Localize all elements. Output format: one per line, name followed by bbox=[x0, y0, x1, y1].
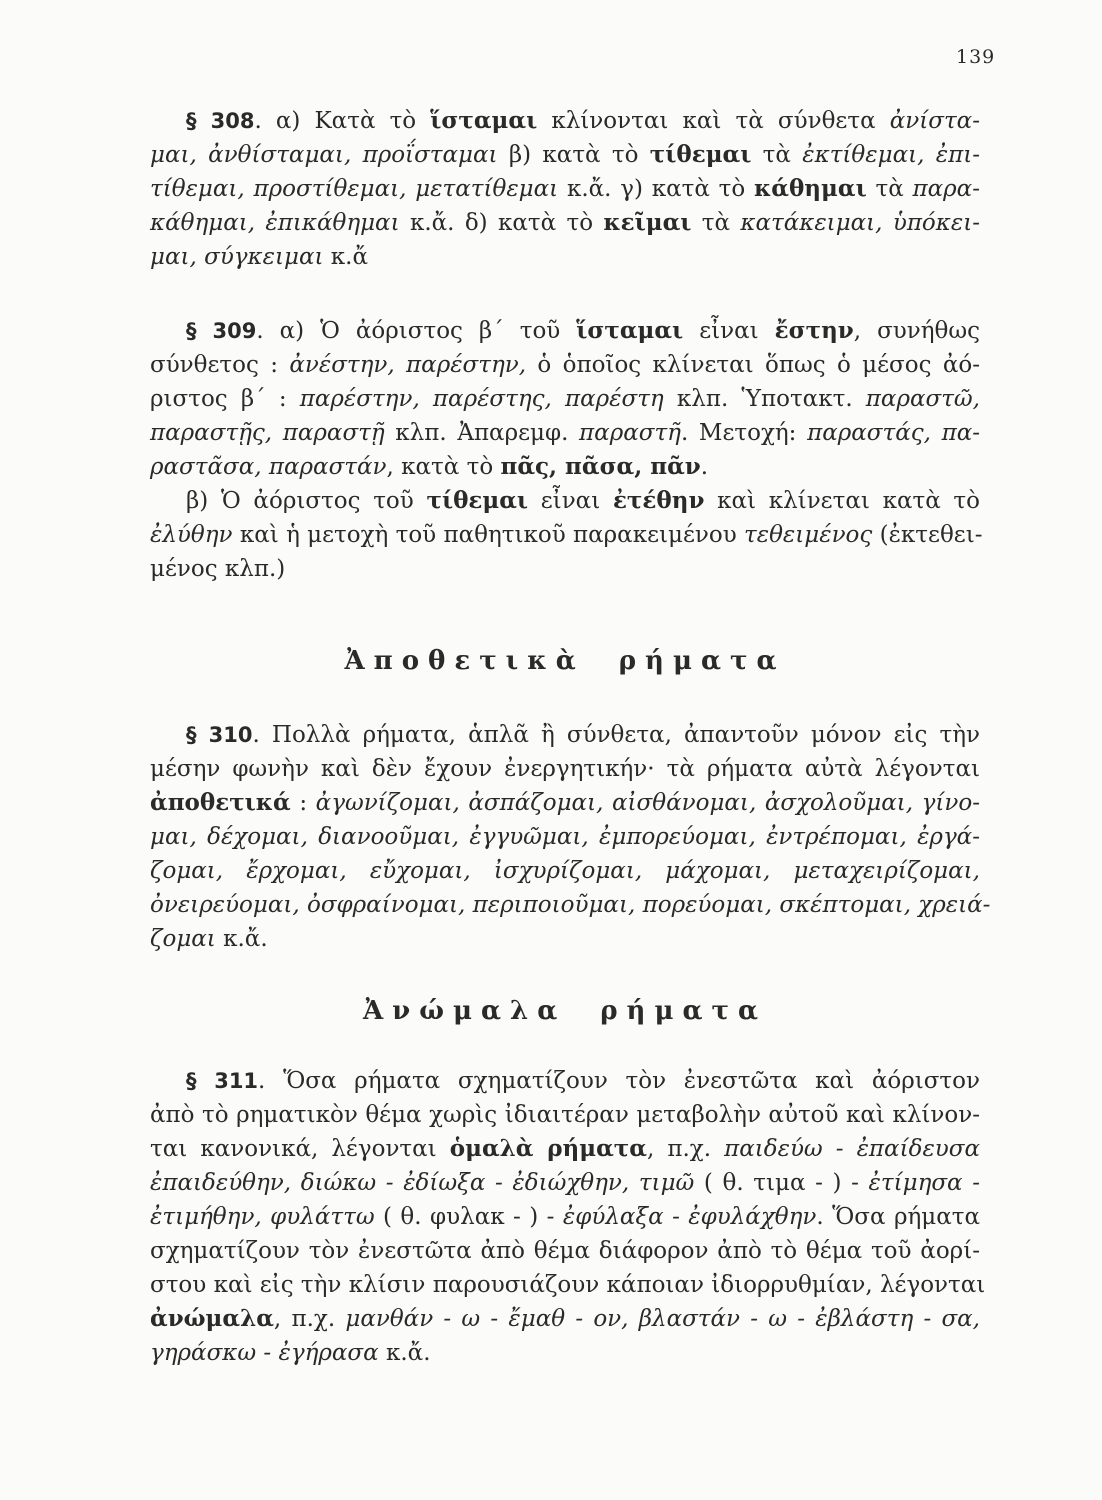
section-311-line-6: σχηματίζουν τὸν ἐνεστῶτα ἀπὸ θέμα διάφορον ἀπὸ τὸ θέμα τοῦ ἀορί- bbox=[150, 1238, 980, 1264]
section-311-line-3: ται κανονικά, λέγονται ὁμαλὰ ρήματα, π.χ. παιδεύω - ἐπαίδευσα bbox=[150, 1135, 980, 1162]
section-310-line-2: μέσην φωνὴν καὶ δὲν ἔχουν ἐνεργητικήν· τὰ ρήματα αὐτὰ λέγονται bbox=[150, 756, 980, 782]
section-310-line-3: ἀποθετικά : ἀγωνίζομαι, ἀσπάζομαι, αἰσθάνομαι, ἀσχολοῦμαι, γίνο- bbox=[150, 789, 981, 816]
section-311-line-8: ἀνώμαλα, π.χ. μανθάν - ω - ἔμαθ - ον, βλαστάν - ω - ἐβλάστη - σα, bbox=[150, 1305, 980, 1332]
heading-deponent-verbs: Ἀποθετικὰ ρήματα bbox=[344, 646, 786, 676]
section-310 bbox=[150, 718, 991, 956]
section-308-line-2: μαι, ἀνθίσταμαι, προΐσταμαι β) κατὰ τὸ τίθεμαι τὰ ἐκτίθεμαι, ἐπι- bbox=[150, 141, 980, 168]
section-309-line-3: ριστος β΄ : παρέστην, παρέστης, παρέστη κλπ. Ὑποτακτ. παραστῶ, bbox=[150, 386, 980, 412]
section-311-line-7: στου καὶ εἰς τὴν κλίσιν παρουσιάζουν κάποιαν ἰδιορρυθμίαν, λέγονται bbox=[150, 1272, 986, 1298]
section-311-line-2: ἀπὸ τὸ ρηματικὸν θέμα χωρὶς ἰδιαιτέραν μεταβολὴν αὐτοῦ καὶ κλίνον- bbox=[150, 1102, 980, 1128]
section-308-line-3: τίθεμαι, προστίθεμαι, μετατίθεμαι κ.ἄ. γ) κατὰ τὸ κάθημαι τὰ παρα- bbox=[150, 175, 980, 202]
section-310-line-6: ὀνειρεύομαι, ὀσφραίνομαι, περιποιοῦμαι, πορεύομαι, σκέπτομαι, χρειά- bbox=[150, 892, 991, 918]
section-311-line-4: ἐπαιδεύθην, διώκω - ἐδίωξα - ἐδιώχθην, τιμῶ ( θ. τιμα - ) - ἐτίμησα - bbox=[150, 1170, 980, 1196]
section-310-line-1: § 310. Πολλὰ ρήματα, ἁπλᾶ ἢ σύνθετα, ἀπαντοῦν μόνον εἰς τὴν bbox=[186, 722, 980, 748]
section-309-line-5: ραστᾶσα, παραστάν, κατὰ τὸ πᾶς, πᾶσα, πᾶν. bbox=[150, 453, 709, 480]
section-309-line-8: μένος κλπ.) bbox=[150, 556, 286, 582]
section-309-line-7: ἐλύθην καὶ ἡ μετοχὴ τοῦ παθητικοῦ παρακειμένου τεθειμένος (ἐκτεθει- bbox=[150, 522, 983, 548]
section-310-line-7: ζομαι κ.ἄ. bbox=[150, 926, 268, 952]
section-311-line-1: § 311. Ὅσα ρήματα σχηματίζουν τὸν ἐνεστῶτα καὶ ἀόριστον bbox=[186, 1068, 980, 1094]
section-311-line-5: ἐτιμήθην, φυλάττω ( θ. φυλακ - ) - ἐφύλαξα - ἐφυλάχθην. Ὅσα ρήματα bbox=[150, 1204, 981, 1230]
section-309-line-2: σύνθετος : ἀνέστην, παρέστην, ὁ ὁποῖος κλίνεται ὅπως ὁ μέσος ἀό- bbox=[150, 352, 980, 378]
section-309 bbox=[150, 314, 983, 586]
section-309-line-1: § 309. α) Ὁ ἀόριστος β΄ τοῦ ἵσταμαι εἶναι ἔστην, συνήθως bbox=[186, 317, 980, 344]
section-311 bbox=[150, 1064, 986, 1370]
section-308-line-1: § 308. α) Κατὰ τὸ ἵσταμαι κλίνονται καὶ τὰ σύνθετα ἀνίστα- bbox=[186, 107, 980, 134]
heading-irregular-verbs: Ἀνώμαλα ρήματα bbox=[363, 996, 767, 1026]
section-308 bbox=[150, 104, 980, 274]
section-309-line-6: β) Ὁ ἀόριστος τοῦ τίθεμαι εἶναι ἐτέθην καὶ κλίνεται κατὰ τὸ bbox=[186, 487, 981, 514]
section-310-line-4: μαι, δέχομαι, διανοοῦμαι, ἐγγυῶμαι, ἐμπορεύομαι, ἐντρέπομαι, ἐργά- bbox=[150, 824, 980, 850]
section-308-line-4: κάθημαι, ἐπικάθημαι κ.ἄ. δ) κατὰ τὸ κεῖμαι τὰ κατάκειμαι, ὑπόκει- bbox=[150, 209, 980, 236]
page-number: 139 bbox=[956, 46, 996, 68]
section-309-line-4: παραστῇς, παραστῇ κλπ. Ἀπαρεμφ. παραστῆ. Μετοχή: παραστάς, πα- bbox=[150, 420, 980, 446]
section-310-line-5: ζομαι, ἔρχομαι, εὔχομαι, ἰσχυρίζομαι, μάχομαι, μεταχειρίζομαι, bbox=[150, 858, 980, 884]
section-308-line-5: μαι, σύγκειμαι κ.ἄ bbox=[150, 244, 369, 270]
section-311-line-9: γηράσκω - ἐγήρασα κ.ἄ. bbox=[150, 1340, 431, 1366]
